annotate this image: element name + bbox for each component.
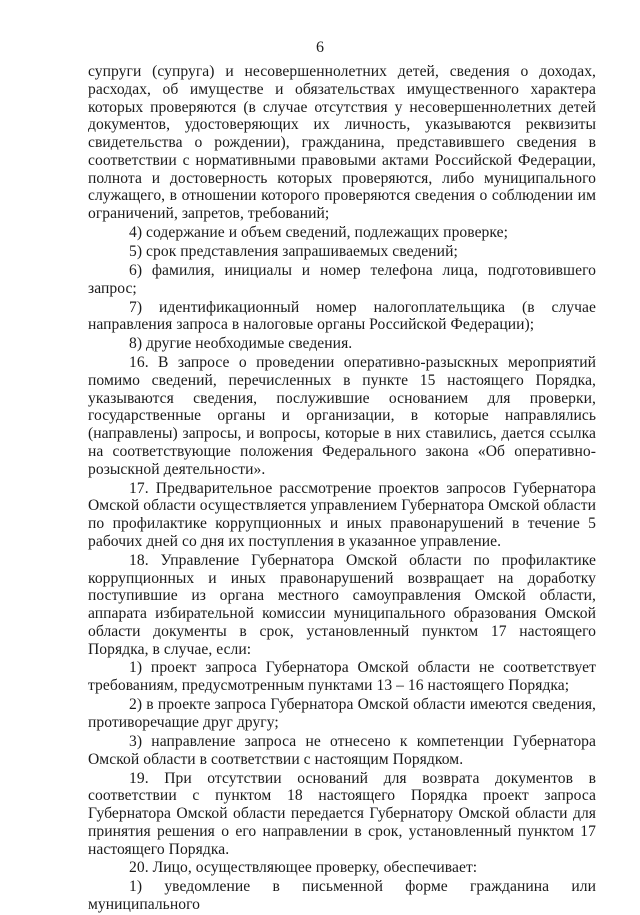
paragraph-clause-20-item-1: 1) уведомление в письменной форме гражданина или муниципального <box>88 878 596 914</box>
paragraph-clause-17: 17. Предварительное рассмотрение проектов запросов Губернатора Омской области осуществляется управлением Губернатора Омской области по профилактике коррупционных и иных правонарушений в течение 5 рабочих дней со дня их поступления в указанное управление. <box>88 479 596 550</box>
page-number: 6 <box>316 39 324 56</box>
document-body <box>88 63 596 915</box>
paragraph-item-6: 6) фамилия, инициалы и номер телефона лица, подготовившего запрос; <box>88 261 596 297</box>
paragraph-clause-20: 20. Лицо, осуществляющее проверку, обеспечивает: <box>129 859 478 877</box>
paragraph-continuation: супруги (супруга) и несовершеннолетних детей, сведения о доходах, расходах, об имуществе и обязательствах имущественного характера которых проверяются (в случае отсутствия у несовершеннолетних детей документов, удостоверяющих их личность, указываются реквизиты свидетельства о рождении), гражданина, представившего сведения в соответствии с нормативными правовыми актами Российской Федерации, полнота и достоверность которых проверяются, либо муниципального служащего, в отношении которого проверяются сведения о соблюдении им ограничений, запретов, требований; <box>88 63 596 222</box>
paragraph-clause-16: 16. В запросе о проведении оперативно-разыскных мероприятий помимо сведений, перечисленных в пункте 15 настоящего Порядка, указываются сведения, послужившие основанием для проверки, государственные органы и организации, в которые направлялись (направлены) запросы, и вопросы, которые в них ставились, дается ссылка на соответствующие положения Федерального закона «Об оперативно-розыскной деятельности». <box>88 354 596 478</box>
paragraph-item-4: 4) содержание и объем сведений, подлежащих проверке; <box>129 223 508 241</box>
paragraph-clause-18-item-3: 3) направление запроса не отнесено к компетенции Губернатора Омской области в соответствии с настоящим Порядком. <box>88 732 596 768</box>
paragraph-item-5: 5) срок представления запрашиваемых сведений; <box>129 242 458 260</box>
paragraph-item-8: 8) другие необходимые сведения. <box>129 335 353 353</box>
paragraph-clause-19: 19. При отсутствии оснований для возврата документов в соответствии с пунктом 18 настоящего Порядка проект запроса Губернатора Омской области передается Губернатору Омской области для принятия решения о его направлении в срок, установленный пунктом 17 настоящего Порядка. <box>88 769 596 858</box>
paragraph-clause-18-item-1: 1) проект запроса Губернатора Омской области не соответствует требованиям, предусмотренным пунктами 13 – 16 настоящего Порядка; <box>88 659 596 695</box>
paragraph-clause-18-item-2: 2) в проекте запроса Губернатора Омской области имеются сведения, противоречащие друг другу; <box>88 696 596 731</box>
paragraph-clause-18: 18. Управление Губернатора Омской области по профилактике коррупционных и иных правонарушений возвращает на доработку поступившие из органа местного самоуправления Омской области, аппарата избирательной комиссии муниципального образования Омской области документы в срок, установленный пунктом 17 настоящего Порядка, в случае, если: <box>88 551 596 658</box>
paragraph-item-7: 7) идентификационный номер налогоплательщика (в случае направления запроса в налоговые органы Российской Федерации); <box>88 298 596 334</box>
